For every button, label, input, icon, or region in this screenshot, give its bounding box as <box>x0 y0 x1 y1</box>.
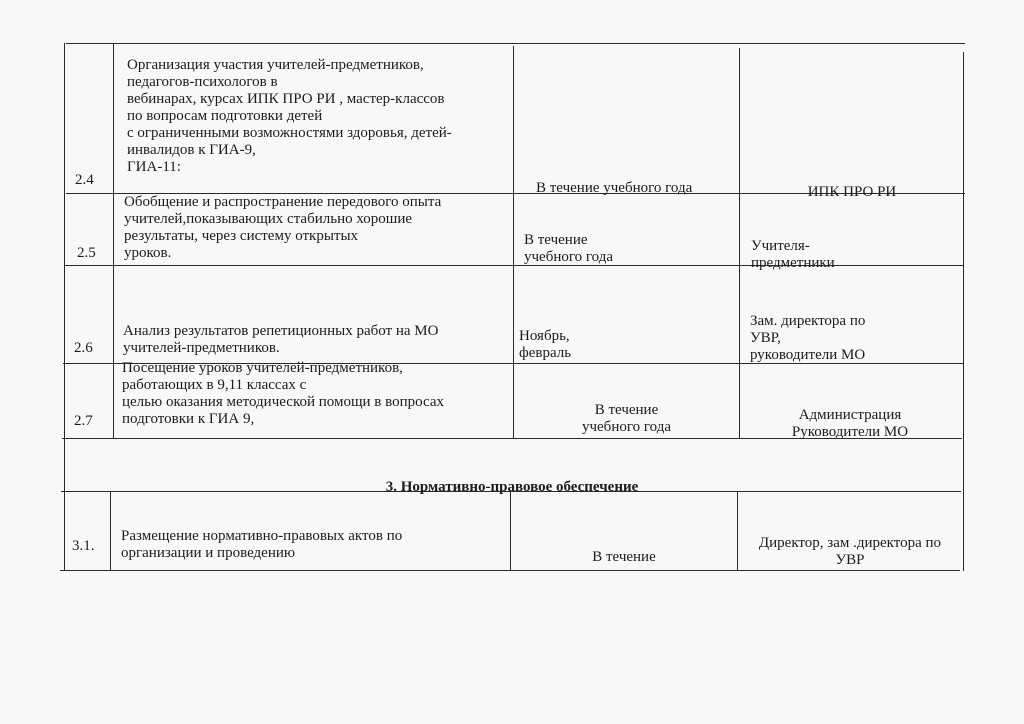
activity-text: Посещение уроков учителей-предметников, работающих в 9,11 классах с целью оказания методической помощи в вопросах подготовки к ГИА 9, <box>122 360 445 427</box>
responsible-text: ИПК ПРО РИ <box>807 184 897 200</box>
row-number: 2.6 <box>74 340 93 356</box>
activity-text: Размещение нормативно-правовых актов по организации и проведению <box>121 528 403 561</box>
responsible-text: Зам. директора по УВР, руководители МО <box>750 313 866 363</box>
responsible-text: Учителя- предметники <box>751 238 835 271</box>
responsible-text: Администрация Руководители МО <box>791 407 909 440</box>
row-number: 2.7 <box>74 413 93 429</box>
column-divider <box>113 43 114 439</box>
table-border-top <box>66 43 965 44</box>
section-header: 3. Нормативно-правовое обеспечение <box>385 479 639 495</box>
table-border-right <box>963 52 964 571</box>
row-number: 2.4 <box>75 172 94 188</box>
activity-text: Анализ результатов репетиционных работ на МО учителей-предметников. <box>123 323 439 356</box>
term-text: Ноябрь, февраль <box>519 328 572 361</box>
activity-text: Обобщение и распространение передового опыта учителей,показывающих стабильно хорошие результаты, через систему открытых уроков. <box>124 194 442 261</box>
column-divider <box>110 491 111 571</box>
term-text: В течение учебного года <box>524 232 614 265</box>
responsible-text: Директор, зам .директора по УВР <box>758 535 942 568</box>
column-divider <box>739 48 740 439</box>
row-number: 2.5 <box>77 245 96 261</box>
activity-text: Организация участия учителей-предметников, педагогов-психологов в вебинарах, курсах ИПК ПРО РИ , мастер-классов по вопросам подготовки детей с ограниченными возможностями здоровья, детей- инвалидов к ГИА-9, ГИА-11: <box>127 57 452 175</box>
term-text: В течение учебного года <box>536 180 693 196</box>
term-text: В течение учебного года <box>581 402 672 435</box>
term-text: В течение <box>592 549 656 565</box>
column-divider <box>513 46 514 439</box>
row-number: 3.1. <box>72 538 95 554</box>
